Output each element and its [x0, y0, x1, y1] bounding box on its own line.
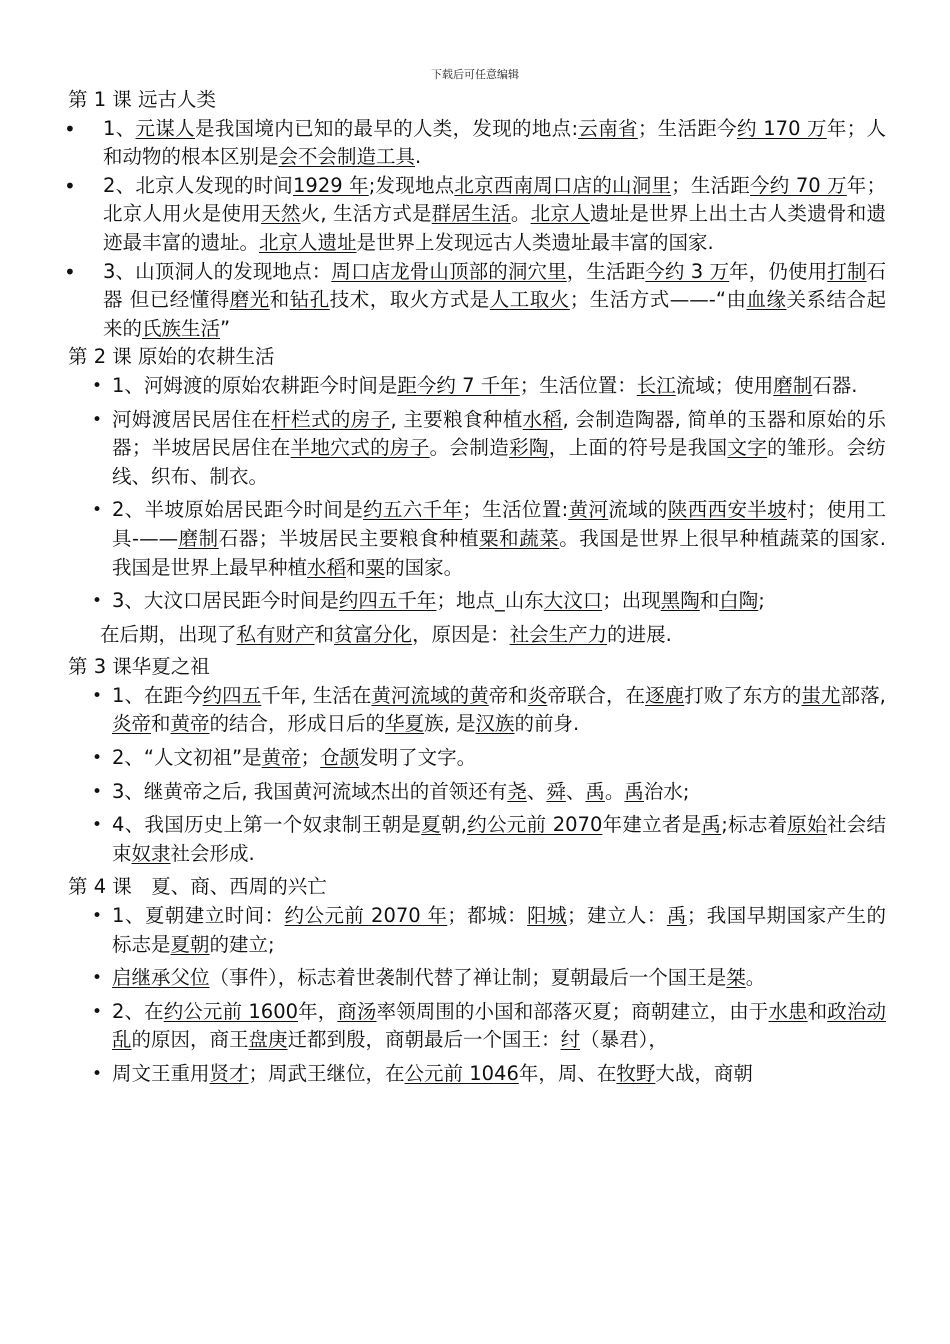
lesson-3-item-3: • 3、继黄帝之后, 我国黄河流域杰出的首领还有尧、舜、禹。禹治水; — [84, 778, 886, 807]
lesson-1-item-1: • 1、元谋人是我国境内已知的最早的人类，发现的地点:云南省；生活距今约 170 万年；人和动物的根本区别是会不会制造工具. — [68, 115, 886, 172]
lesson-1-item-3: • 3、山顶洞人的发现地点：周口店龙骨山顶部的洞穴里，生活距今约 3 万年，仍使用打制石器 但已经懂得磨光和钻孔技术，取火方式是人工取火；生活方式——-“由血缘关系结合起来的氏族生活” — [68, 258, 886, 344]
lesson-2-item-4: • 3、大汶口居民距今时间是约四五千年；地点_山东大汶口；出现黑陶和白陶; — [84, 587, 886, 616]
lesson-2-list — [68, 372, 886, 616]
lesson-4-item-3: • 2、在约公元前 1600年，商汤率领周围的小国和部落灭夏；商朝建立，由于水患和政治动乱的原因，商王盘庚迁都到殷，商朝最后一个国王：纣（暴君）， — [84, 998, 886, 1055]
lesson-3-list — [68, 682, 886, 869]
lesson-2-note: 在后期，出现了私有财产和贫富分化，原因是：社会生产力的进展. — [100, 622, 672, 646]
lesson-4-title: 第 4 课 夏、商、西周的兴亡 — [68, 875, 327, 899]
lesson-2-item-2: • 河姆渡居民居住在杆栏式的房子, 主要粮食种植水稻, 会制造陶器, 简单的玉器和原始的乐器；半坡居民居住在半地穴式的房子。会制造彩陶，上面的符号是我国文字的雏形。会纺线、织布、制衣。 — [84, 406, 886, 492]
lesson-4-item-2: • 启继承父位（事件），标志着世袭制代替了禅让制；夏朝最后一个国王是桀。 — [84, 964, 886, 993]
lesson-2-item-3: • 2、半坡原始居民距今时间是约五六千年；生活位置:黄河流域的陕西西安半坡村；使用工具-——磨制石器；半坡居民主要粮食种植粟和蔬菜。我国是世界上很早种植蔬菜的国家. 我国是世界上最早种植水稻和粟的国家。 — [84, 496, 886, 582]
lesson-4-item-4: • 周文王重用贤才；周武王继位，在公元前 1046年，周、在牧野大战，商朝 — [84, 1060, 886, 1089]
lesson-4-item-1: • 1、夏朝建立时间：约公元前 2070 年；都城：阳城；建立人：禹；我国早期国家产生的标志是夏朝的建立; — [84, 902, 886, 959]
lesson-2-title: 第 2 课 原始的农耕生活 — [68, 345, 275, 369]
lesson-3-item-4: • 4、我国历史上第一个奴隶制王朝是夏朝,约公元前 2070年建立者是禹;标志着原始社会结束奴隶社会形成. — [84, 811, 886, 868]
page-header: 下载后可任意编辑 — [431, 68, 519, 81]
lesson-2-item-1: • 1、河姆渡的原始农耕距今时间是距今约 7 千年；生活位置：长江流域；使用磨制石器. — [84, 372, 886, 401]
lesson-3-item-2: • 2、“人文初祖”是黄帝；仓颉发明了文字。 — [84, 744, 886, 773]
lesson-1-title: 第 1 课 远古人类 — [68, 88, 217, 111]
lesson-4-list — [68, 902, 886, 1089]
lesson-1-item-2: • 2、北京人发现的时间1929 年;发现地点北京西南周口店的山洞里；生活距今约 70 万年；北京人用火是使用天然火, 生活方式是群居生活。北京人遗址是世界上出土古人类遗骨和遗迹最丰富的遗址。北京人遗址是世界上发现远古人类遗址最丰富的国家. — [68, 172, 886, 258]
lesson-3-item-1: • 1、在距今约四五千年, 生活在黄河流域的黄帝和炎帝联合，在逐鹿打败了东方的蚩尤部落,炎帝和黄帝的结合，形成日后的华夏族, 是汉族的前身. — [84, 682, 886, 739]
lesson-3-title: 第 3 课华夏之祖 — [68, 655, 210, 679]
document-body — [68, 86, 886, 1094]
